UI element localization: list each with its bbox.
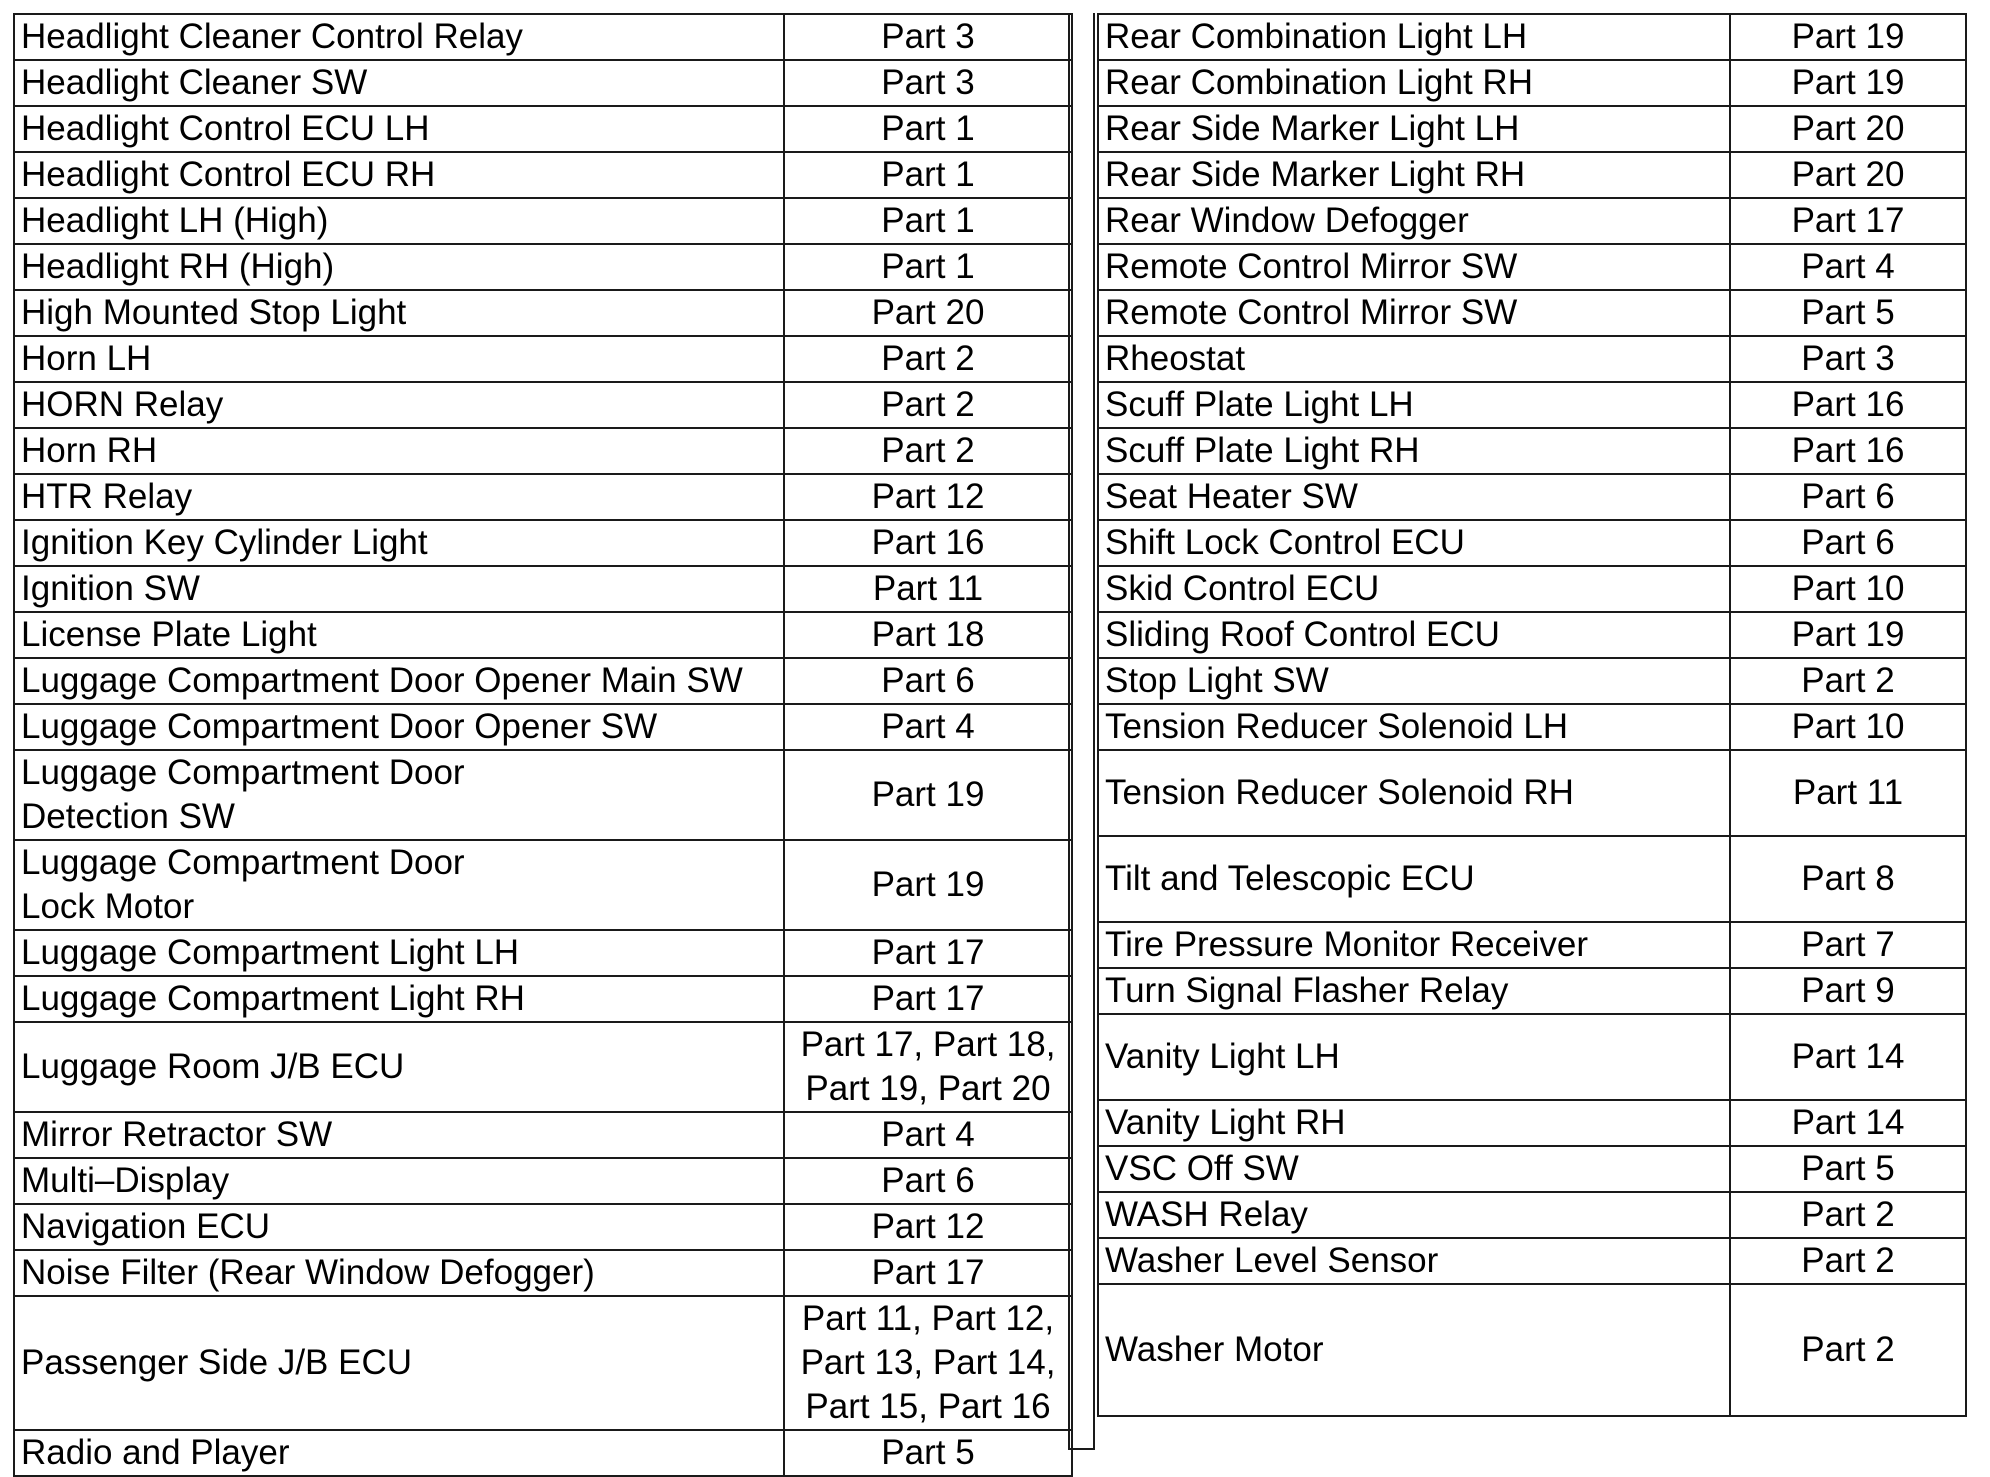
part-reference: Part 3 (784, 60, 1072, 106)
part-reference: Part 20 (784, 290, 1072, 336)
part-reference: Part 17 (784, 976, 1072, 1022)
part-reference: Part 20 (1730, 106, 1966, 152)
table-row (14, 14, 1072, 60)
table-row (1098, 704, 1966, 750)
component-name: Shift Lock Control ECU (1098, 520, 1730, 566)
part-reference: Part 19 (1730, 60, 1966, 106)
table-row (14, 1022, 1072, 1112)
component-name: Luggage Compartment Door Detection SW (14, 750, 784, 840)
table-row (1098, 428, 1966, 474)
table-row (1098, 1284, 1966, 1416)
component-name: Scuff Plate Light LH (1098, 382, 1730, 428)
part-reference: Part 10 (1730, 566, 1966, 612)
part-reference: Part 2 (784, 382, 1072, 428)
part-reference: Part 2 (1730, 1284, 1966, 1416)
component-name: Luggage Compartment Door Opener Main SW (14, 658, 784, 704)
part-reference: Part 1 (784, 152, 1072, 198)
table-row (14, 244, 1072, 290)
component-name: Remote Control Mirror SW (1098, 290, 1730, 336)
table-row (1098, 612, 1966, 658)
table-row (1098, 1146, 1966, 1192)
component-name: Passenger Side J/B ECU (14, 1296, 784, 1430)
component-name: Tension Reducer Solenoid LH (1098, 704, 1730, 750)
part-reference: Part 2 (784, 428, 1072, 474)
component-name: License Plate Light (14, 612, 784, 658)
component-name: Luggage Room J/B ECU (14, 1022, 784, 1112)
part-reference: Part 1 (784, 244, 1072, 290)
table-row (1098, 1100, 1966, 1146)
table-row (14, 704, 1072, 750)
component-name: Tilt and Telescopic ECU (1098, 836, 1730, 922)
table-row (14, 382, 1072, 428)
part-reference: Part 2 (1730, 658, 1966, 704)
part-reference: Part 1 (784, 198, 1072, 244)
table-row (1098, 198, 1966, 244)
table-row (14, 976, 1072, 1022)
part-reference: Part 2 (1730, 1192, 1966, 1238)
part-reference: Part 16 (1730, 428, 1966, 474)
table-row (1098, 750, 1966, 836)
table-row (14, 566, 1072, 612)
table-row (1098, 836, 1966, 922)
table-row (1098, 14, 1966, 60)
table-row (1098, 968, 1966, 1014)
part-reference: Part 19 (1730, 14, 1966, 60)
part-reference: Part 8 (1730, 836, 1966, 922)
part-reference: Part 3 (784, 14, 1072, 60)
part-reference: Part 12 (784, 474, 1072, 520)
component-name: VSC Off SW (1098, 1146, 1730, 1192)
part-reference: Part 11, Part 12, Part 13, Part 14, Part 15, Part 16 (784, 1296, 1072, 1430)
part-reference: Part 5 (1730, 290, 1966, 336)
part-reference: Part 1 (784, 106, 1072, 152)
table-row (14, 1430, 1072, 1476)
component-name: Rear Window Defogger (1098, 198, 1730, 244)
table-row (1098, 1014, 1966, 1100)
part-reference: Part 14 (1730, 1014, 1966, 1100)
table-row (14, 336, 1072, 382)
component-name: Radio and Player (14, 1430, 784, 1476)
table-row (14, 840, 1072, 930)
table-row (14, 520, 1072, 566)
component-name: Ignition SW (14, 566, 784, 612)
component-name: Navigation ECU (14, 1204, 784, 1250)
part-reference: Part 17 (1730, 198, 1966, 244)
table-row (14, 474, 1072, 520)
component-name: Luggage Compartment Door Opener SW (14, 704, 784, 750)
component-name: Skid Control ECU (1098, 566, 1730, 612)
parts-index-table-left (13, 13, 1073, 1477)
component-name: Rheostat (1098, 336, 1730, 382)
part-reference: Part 5 (1730, 1146, 1966, 1192)
part-reference: Part 4 (784, 704, 1072, 750)
part-reference: Part 2 (1730, 1238, 1966, 1284)
part-reference: Part 17 (784, 1250, 1072, 1296)
part-reference: Part 16 (784, 520, 1072, 566)
component-name: WASH Relay (1098, 1192, 1730, 1238)
part-reference: Part 19 (784, 840, 1072, 930)
table-row (1098, 106, 1966, 152)
component-name: Luggage Compartment Light LH (14, 930, 784, 976)
component-name: Luggage Compartment Door Lock Motor (14, 840, 784, 930)
component-name: HORN Relay (14, 382, 784, 428)
component-name: Rear Combination Light LH (1098, 14, 1730, 60)
table-row (14, 750, 1072, 840)
part-reference: Part 4 (784, 1112, 1072, 1158)
component-name: Noise Filter (Rear Window Defogger) (14, 1250, 784, 1296)
part-reference: Part 12 (784, 1204, 1072, 1250)
table-row (1098, 336, 1966, 382)
table-row (14, 1112, 1072, 1158)
component-name: Headlight Control ECU LH (14, 106, 784, 152)
component-name: Headlight RH (High) (14, 244, 784, 290)
component-name: Washer Level Sensor (1098, 1238, 1730, 1284)
table-row (14, 152, 1072, 198)
part-reference: Part 4 (1730, 244, 1966, 290)
component-name: Ignition Key Cylinder Light (14, 520, 784, 566)
table-row (1098, 658, 1966, 704)
table-row (1098, 382, 1966, 428)
component-name: Remote Control Mirror SW (1098, 244, 1730, 290)
part-reference: Part 18 (784, 612, 1072, 658)
table-row (14, 290, 1072, 336)
part-reference: Part 11 (1730, 750, 1966, 836)
component-name: Horn RH (14, 428, 784, 474)
part-reference: Part 14 (1730, 1100, 1966, 1146)
component-name: Luggage Compartment Light RH (14, 976, 784, 1022)
component-name: Rear Combination Light RH (1098, 60, 1730, 106)
component-name: Multi–Display (14, 1158, 784, 1204)
part-reference: Part 5 (784, 1430, 1072, 1476)
part-reference: Part 20 (1730, 152, 1966, 198)
component-name: Sliding Roof Control ECU (1098, 612, 1730, 658)
table-row (1098, 566, 1966, 612)
component-name: Horn LH (14, 336, 784, 382)
part-reference: Part 16 (1730, 382, 1966, 428)
table-row (14, 428, 1072, 474)
part-reference: Part 17 (784, 930, 1072, 976)
component-name: Rear Side Marker Light LH (1098, 106, 1730, 152)
table-row (1098, 1238, 1966, 1284)
part-reference: Part 6 (1730, 474, 1966, 520)
table-row (1098, 290, 1966, 336)
part-reference: Part 6 (1730, 520, 1966, 566)
component-name: Stop Light SW (1098, 658, 1730, 704)
part-reference: Part 6 (784, 658, 1072, 704)
component-name: Headlight LH (High) (14, 198, 784, 244)
table-row (1098, 244, 1966, 290)
table-row (14, 612, 1072, 658)
table-row (1098, 922, 1966, 968)
component-name: Vanity Light LH (1098, 1014, 1730, 1100)
table-row (1098, 152, 1966, 198)
component-name: Mirror Retractor SW (14, 1112, 784, 1158)
table-row (1098, 520, 1966, 566)
table-row (14, 198, 1072, 244)
component-name: Seat Heater SW (1098, 474, 1730, 520)
component-name: Tension Reducer Solenoid RH (1098, 750, 1730, 836)
part-reference: Part 6 (784, 1158, 1072, 1204)
part-reference: Part 19 (784, 750, 1072, 840)
component-name: HTR Relay (14, 474, 784, 520)
table-row (14, 1158, 1072, 1204)
component-name: Vanity Light RH (1098, 1100, 1730, 1146)
table-row (14, 1250, 1072, 1296)
table-row (14, 658, 1072, 704)
table-row (14, 60, 1072, 106)
table-row (14, 106, 1072, 152)
component-name: Washer Motor (1098, 1284, 1730, 1416)
part-reference: Part 2 (784, 336, 1072, 382)
part-reference: Part 10 (1730, 704, 1966, 750)
component-name: Turn Signal Flasher Relay (1098, 968, 1730, 1014)
component-name: High Mounted Stop Light (14, 290, 784, 336)
table-row (1098, 1192, 1966, 1238)
part-reference: Part 17, Part 18, Part 19, Part 20 (784, 1022, 1072, 1112)
table-row (1098, 474, 1966, 520)
table-row (14, 1204, 1072, 1250)
component-name: Rear Side Marker Light RH (1098, 152, 1730, 198)
component-name: Headlight Cleaner SW (14, 60, 784, 106)
parts-index-table-right (1097, 13, 1967, 1417)
column-divider (1068, 13, 1095, 1450)
table-row (14, 1296, 1072, 1430)
table-row (1098, 60, 1966, 106)
part-reference: Part 7 (1730, 922, 1966, 968)
component-name: Scuff Plate Light RH (1098, 428, 1730, 474)
component-name: Tire Pressure Monitor Receiver (1098, 922, 1730, 968)
part-reference: Part 9 (1730, 968, 1966, 1014)
table-row (14, 930, 1072, 976)
part-reference: Part 11 (784, 566, 1072, 612)
component-name: Headlight Control ECU RH (14, 152, 784, 198)
part-reference: Part 19 (1730, 612, 1966, 658)
component-name: Headlight Cleaner Control Relay (14, 14, 784, 60)
part-reference: Part 3 (1730, 336, 1966, 382)
